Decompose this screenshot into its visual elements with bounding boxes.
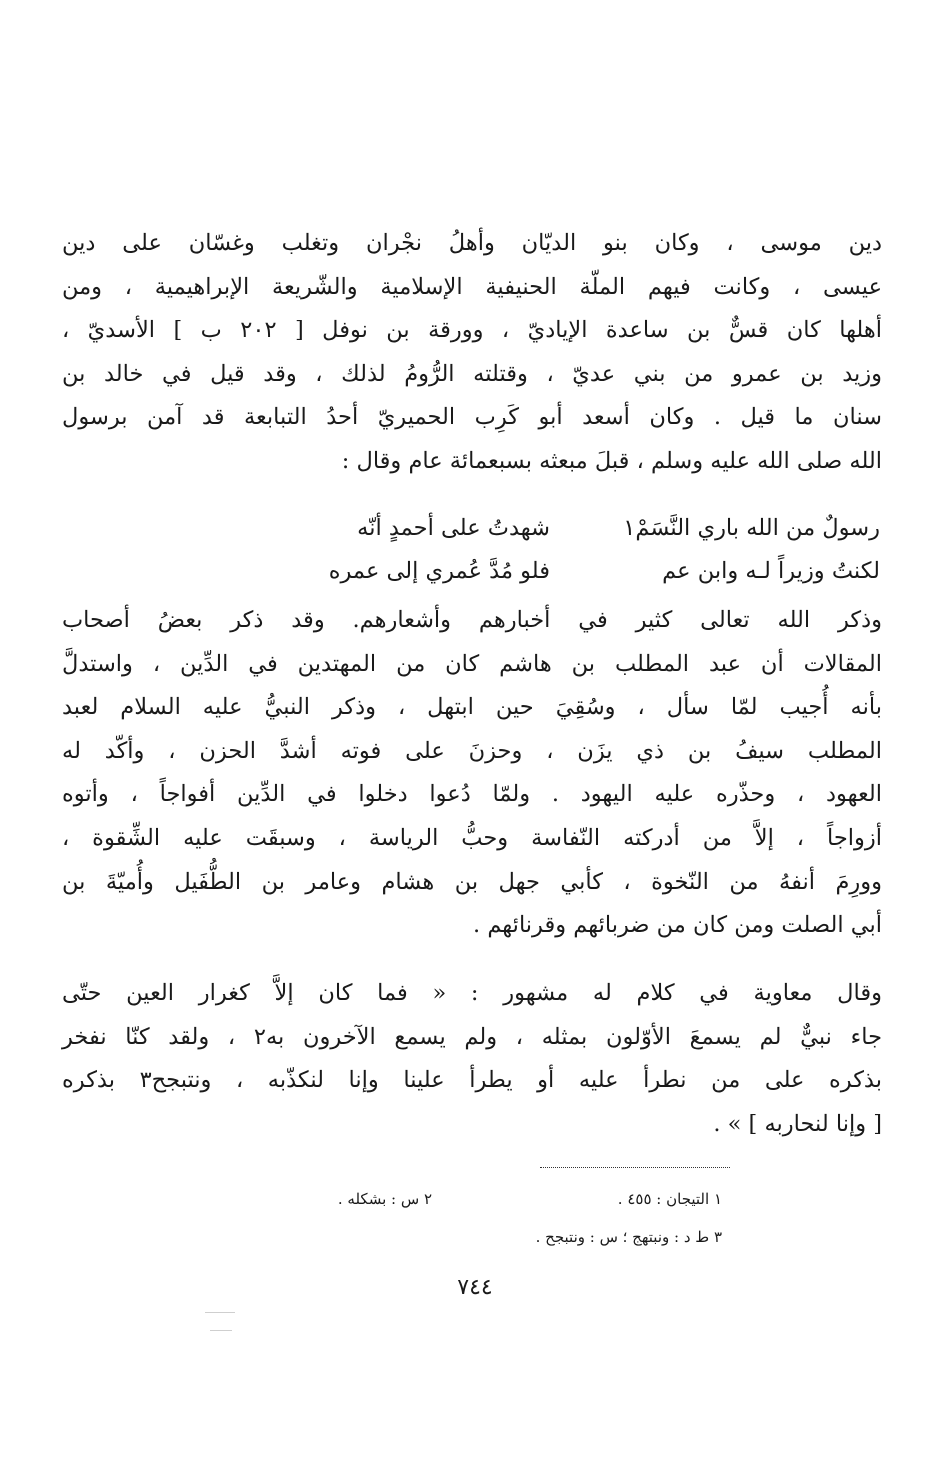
text-line: وزيد بن عمرو من بني عديّ ، وقتلته الرُّومُ لذلك ، وقد قيل في خالد بن [62,360,882,387]
scan-mark [210,1330,232,1331]
text-line: [ وإنا لنحاربه ] » . [713,1110,882,1137]
text-line: بذكره على من نطرأ عليه أو يطرأ علينا وإنا لنكذّبه ، ونتبجح٣ بذكره [62,1067,882,1094]
verse-1-hemistich-2: شهدتُ على أحمدٍ أنّه [357,515,550,541]
paragraph-1 [62,222,882,484]
text-line: عيسى ، وكانت فيهم الملّة الحنيفية الإسلامية والشّريعة الإبراهيمية ، ومن [62,273,882,300]
text-line: جاء نبيٌّ لم يسمعَ الأوّلون بمثله ، ولم يسمع الآخرون به٢ ، ولقد كنّا نفخر [62,1023,882,1050]
text-line: وورِمَ أنفهُ من النّخوة ، كأبي جهل بن هشام وعامر بن الطُّفَيل وأُميّةَ بن [62,868,882,895]
footnote-3: ٣ ط د : ونبتهج ؛ س : ونتبجح . [535,1228,722,1246]
footnote-2: ٢ س : بشكله . [337,1190,432,1208]
footnote-separator [540,1167,730,1168]
text-line: سنان ما قيل . وكان أسعد أبو كَرِب الحميريّ أحدُ التبابعة قد آمن برسول [62,404,882,431]
text-line: أبي الصلت ومن كان من ضربائهم وقرنائهم . [473,912,882,939]
footnote-1: ١ التيجان : ٤٥٥ . [617,1190,722,1208]
text-line: وذكر الله تعالى كثير في أخبارهم وأشعارهم. وقد ذكر بعضُ أصحاب [62,607,882,633]
text-line: المطلب سيفُ بن ذي يزَن ، وحزنَ على فوته أشدَّ الحزن ، وأكّد له [62,737,882,764]
scan-mark [205,1312,235,1313]
paragraph-2 [62,599,882,948]
text-line: أزواجاً ، إلاَّ من أدركته النّفاسة وحبُّ الرياسة ، وسبقَت عليه الشِّقوة ، [62,824,882,851]
verse-2-hemistich-2: فلو مُدَّ عُمري إلى عمره [328,558,550,584]
text-line: أهلها كان قسٌّ بن ساعدة الإياديّ ، وورقة بن نوفل [ ٢٠٢ ب ] الأسديّ ، [62,317,883,344]
text-line: المقالات أن عبد المطلب بن هاشم كان من المهتدين في الدِّين ، واستدلَّ [62,650,882,677]
text-line: دين موسى ، وكان بنو الديّان وأهلُ نجْران وتغلب وغسّان على دين [62,230,882,256]
text-line: وقال معاوية في كلام له مشهور : « فما كان إلاَّ كغرار العين حتّى [62,980,882,1006]
text-line: العهود ، وحذّره عليه اليهود . ولمّا دُعوا دخلوا في الدِّين أفواجاً ، وأتوه [62,781,882,808]
page-number: ٧٤٤ [457,1275,493,1300]
text-line: الله صلى الله عليه وسلم ، قبلَ مبعثه بسبعمائة عام وقال : [341,447,882,474]
text-line: بأنه أُجيب لمّا سأل ، وسُقِيَ حين ابتهل ، وذكر النبيُّ عليه السلام لعبد [62,694,882,721]
verse-2-hemistich-1: لكنتُ وزيراً لـه وابن عم [662,558,880,584]
paragraph-3 [62,972,882,1146]
verse-1-hemistich-1: رسولٌ من الله باري النَّسَمْ١ [623,515,880,541]
